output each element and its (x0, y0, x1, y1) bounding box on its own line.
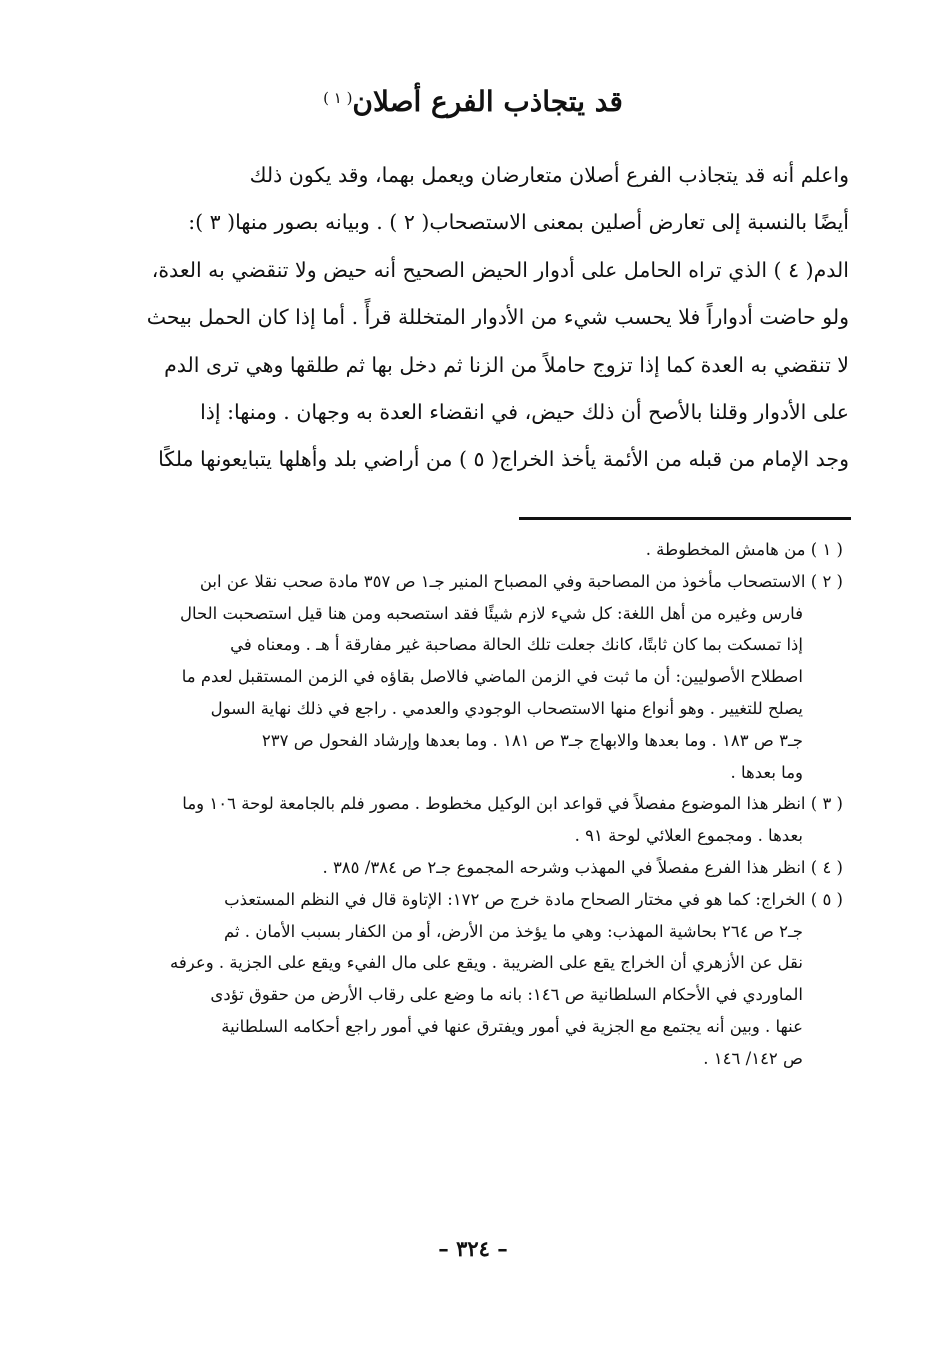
footnote-line: ( ٣ ) انظر هذا الموضوع مفصلاً في قواعد ابن الوكيل مخطوط . مصور فلم بالجامعة لوحة ١٠٦ وما (182, 794, 843, 814)
body-line: على الأدوار وقلنا بالأصح أن ذلك حيض، في انقضاء العدة به وجهان . ومنها: إذا (200, 400, 849, 425)
footnote-line: إذا تمسكت بما كان ثابتًا، كانك جعلت تلك الحالة مصاحبة غير مفارقة أ هـ . ومعناه في (230, 635, 803, 655)
footnote-line: الماوردي في الأحكام السلطانية ص ١٤٦: بانه ما وضع على رقاب الأرض من حقوق تؤدى (210, 985, 803, 1005)
footnote-line: عنها . وبين أنه يجتمع مع الجزية في أمور ويفترق عنها في أمور راجع أحكامه السلطانية (221, 1016, 803, 1036)
body-line: الدم( ٤ ) الذي تراه الحامل على أدوار الحيض الصحيح أنه حيض ولا تنقضي به العدة، (151, 257, 849, 282)
footnote-line: جـ٢ ص ٢٦٤ بحاشية المهذب: وهي ما يؤخذ من الأرض، أو من الكفار بسبب الأمان . ثم (223, 921, 803, 941)
body-line: ولو حاضت أدواراً فلا يحسب شيء من الأدوار المتخللة قرأً . أما إذا كان الحمل بيحث (146, 305, 849, 330)
body-text (97, 152, 849, 484)
title-footnote-marker: ( ١ ) (323, 89, 353, 107)
footnote-line: ( ٥ ) الخراج: كما هو في مختار الصحاح مادة خرج ص ١٧٢: الإتاوة قال في النظم المستعذب (224, 889, 843, 909)
body-line: وجد الإمام من قبله من الأئمة يأخذ الخراج( ٥ ) من أراضي بلد وأهلها يتبايعونها ملكًا (158, 447, 849, 472)
footnote-line: يصلح للتغيير . وهو أنواع منها الاستصحاب الوجودي والعدمي . راجع في ذلك نهاية السول (210, 698, 803, 718)
footnote-line: فارس وغيره من أهل اللغة: كل شيء لازم شيئًا فقد استصحبه ومن هنا قيل استصحبت الحال (179, 603, 803, 623)
footnote-line: اصطلاح الأصوليين: أن ما ثبت في الزمن الماضي فالاصل بقاؤه في الزمن المستقبل لعدم ما (181, 667, 803, 687)
footnote-line: ( ٤ ) انظر هذا الفرع مفصلاً في المهذب وشرحه المجموع جـ٢ ص ٣٨٤/ ٣٨٥ . (322, 857, 843, 877)
footnote-line: نقل عن الأزهري أن الخراج يقع على الضريبة . ويقع على مال الفيء ويقع على الجزية . وعرفه (170, 953, 803, 973)
footnote-divider (519, 517, 851, 520)
title-text: قد يتجاذب الفرع أصلان (352, 85, 623, 118)
body-line: لا تنقضي به العدة كما إذا تزوج حاملاً من الزنا ثم دخل بها ثم طلقها وهي ترى الدم (164, 352, 849, 377)
body-line: واعلم أنه قد يتجاذب الفرع أصلان متعارضان ويعمل بهما، وقد يكون ذلك (249, 163, 849, 187)
footnote-line: جـ٣ ص ١٨٣ . وما بعدها والابهاج جـ٣ ص ١٨١ . وما بعدها وإرشاد الفحول ص ٢٣٧ (261, 730, 803, 750)
page-title (0, 82, 946, 122)
footnotes (95, 534, 843, 1075)
footnote-line: ص ١٤٢/ ١٤٦ . (703, 1048, 803, 1068)
body-line: أيضًا بالنسبة إلى تعارض أصلين بمعنى الاستصحاب( ٢ ) . وبيانه بصور منها( ٣ ): (188, 210, 849, 235)
footnote-line: ( ٢ ) الاستصحاب مأخوذ من المصاحبة وفي المصباح المنير جـ١ ص ٣٥٧ مادة صحب نقلا عن ابن (199, 571, 843, 591)
page-number: – ٣٢٤ – (438, 1236, 508, 1261)
footnote-line: بعدها . ومجموع العلائي لوحة ٩١ . (574, 826, 803, 846)
footnote-line: وما بعدها . (730, 762, 803, 782)
footnote-line: ( ١ ) من هامش المخطوطة . (645, 540, 843, 559)
